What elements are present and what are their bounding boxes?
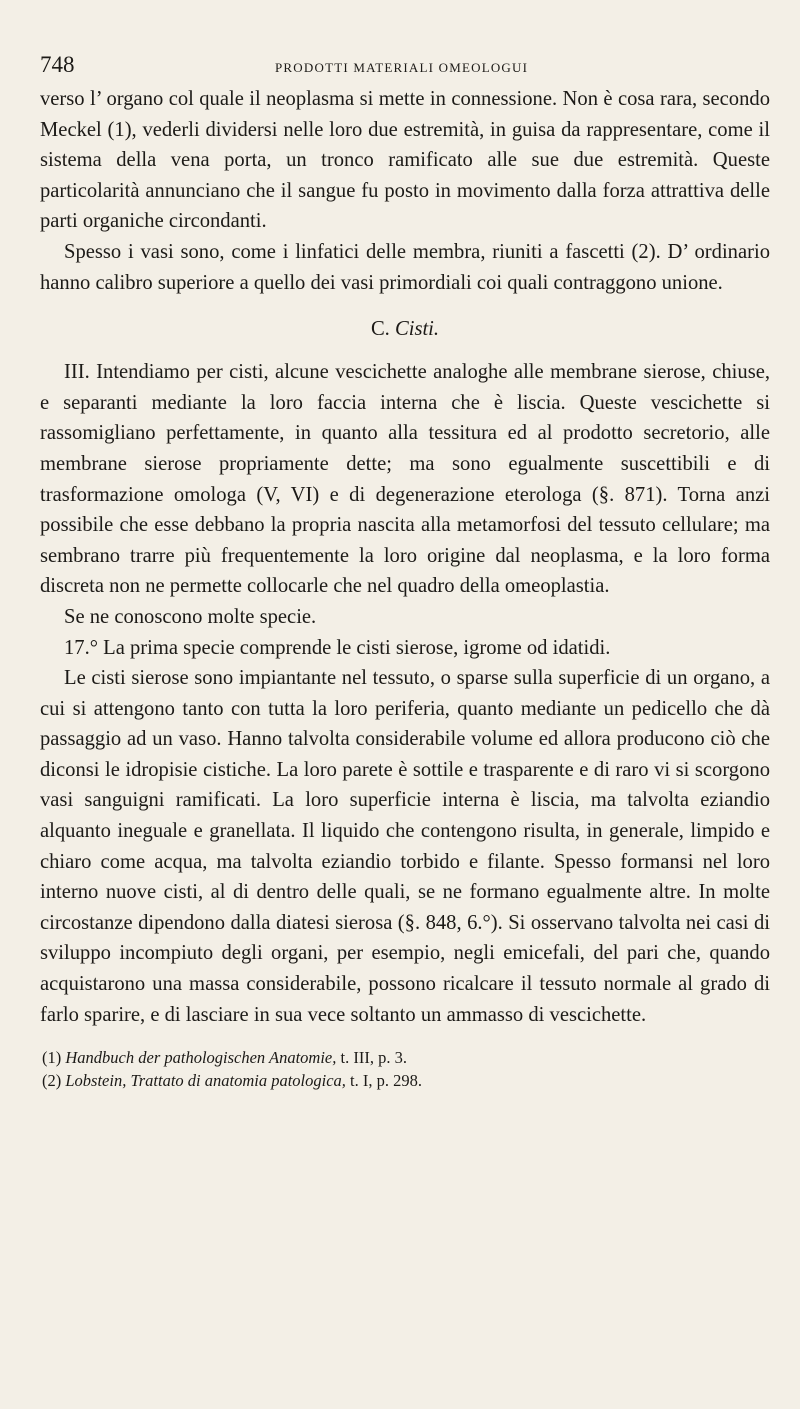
paragraph: Se ne conoscono molte specie. — [64, 605, 317, 628]
book-page — [40, 52, 770, 1092]
page-number: 748 — [40, 52, 75, 77]
footnote-reference: t. III, p. 3. — [340, 1048, 407, 1068]
footnote — [40, 1046, 770, 1069]
footnote-author: Lobstein, — [65, 1071, 127, 1091]
footnote-source: Handbuch der pathologischen Anatomie, — [65, 1048, 337, 1068]
footnote-number: (1) — [42, 1048, 62, 1068]
footnote-reference: t. I, p. 298. — [350, 1071, 422, 1091]
footnote-title: Trattato di anatomia patologica, — [130, 1071, 346, 1091]
paragraph: verso l’ organo col quale il neoplasma si mette in connessione. Non è cosa rara, secondo Meckel (1), vederli dividersi nelle loro due estremità, in guisa da rappresentare, come il sistema della vena porta, un tronco ramificato alle sue due estremità. Queste particolarità annunciano che il sangue fu posto in movimento dalla forza attrattiva delle parti organiche circondanti. — [40, 88, 770, 233]
paragraph: 17.° La prima specie comprende le cisti sierose, igrome od idatidi. — [64, 636, 611, 659]
running-head: PRODOTTI MATERIALI OMEOLOGUI — [275, 60, 529, 75]
footnote-number: (2) — [42, 1071, 62, 1091]
paragraph: Le cisti sierose sono impiantante nel tessuto, o sparse sulla superficie di un organo, a cui si attengono tanto con tutta la loro periferia, quanto mediante un pedicello che dà passaggio ad un vaso. Hanno talvolta considerabile volume ed allora producono ciò che diconsi le idropisie cistiche. La loro parete è sottile e trasparente e di raro vi si scorgono vasi sanguigni ramificati. La loro superficie interna è liscia, ma talvolta eziandio alquanto ineguale e granellata. Il liquido che contengono risulta, in generale, limpido e chiaro come acqua, ma talvolta eziandio torbido e filante. Spesso formansi nel loro interno nuove cisti, al di dentro delle quali, se ne formano egualmente altre. In molte circostanze dipendono dalla diatesi sierosa (§. 848, 6.°). Si osservano talvolta nei casi di sviluppo incompiuto degli organi, per esempio, negli emicefali, del pari che, quando acquistarono una massa considerabile, possono ricalcare il tessuto normale al grado di farlo sparire, e di lasciare in sua vece soltanto un ammasso di vescichette. — [40, 667, 770, 1026]
body-text — [40, 84, 770, 1030]
paragraph: Spesso i vasi sono, come i linfatici delle membra, riuniti a fascetti (2). D’ ordinario hanno calibro superiore a quello dei vasi primordiali coi quali contraggono unione. — [40, 240, 770, 294]
section-heading — [40, 318, 770, 341]
footnote — [40, 1069, 770, 1092]
section-label: C. — [370, 318, 390, 341]
paragraph: III. Intendiamo per cisti, alcune vescichette analoghe alle membrane sierose, chiuse, e separanti mediante la loro faccia interna che è liscia. Queste vescichette si rassomigliano perfettamente, in quanto alla tessitura ed al prodotto secretorio, alle membrane sierose propriamente dette; ma sono egualmente suscettibili e di trasformazione omologa (V, VI) e di degenerazione eterologa (§. 871). Torna anzi possibile che esse debbano la propria nascita alla metamorfosi del tessuto cellulare; ma sembrano trarre più frequentemente la loro origine dal neoplasma, e la loro forma discreta non ne permette collocarle che nel quadro della omeoplastia. — [40, 361, 770, 598]
section-title: Cisti. — [394, 318, 440, 341]
footnotes — [40, 1046, 770, 1092]
page-header — [40, 52, 770, 84]
